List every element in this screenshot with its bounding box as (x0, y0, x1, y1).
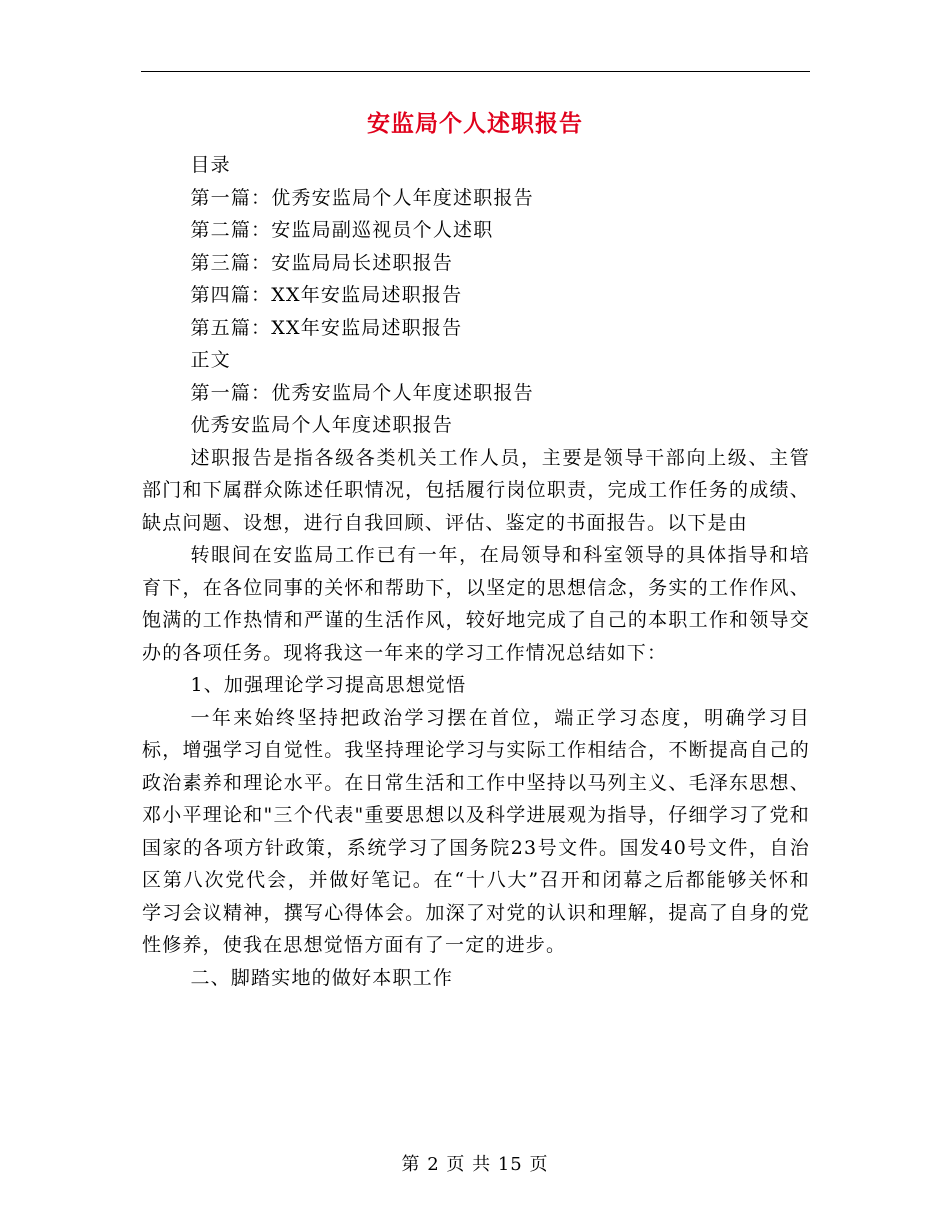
toc-item-4: 第四篇：XX年安监局述职报告 (190, 284, 463, 306)
toc-item-2: 第二篇：安监局副巡视员个人述职 (190, 219, 494, 241)
chapter-heading: 第一篇：优秀安监局个人年度述职报告 (190, 381, 534, 404)
body-paragraph: 一年来始终坚持把政治学习摆在首位，端正学习态度，明确学习目标，增强学习自觉性。我坚持理论学习与实际工作相结合，不断提高自己的政治素养和理论水平。在日常生活和工作中坚持以马列主义、毛泽东思想、邓小平理论和"三个代表"重要思想以及科学进展观为指导，仔细学习了党和国家的各项方针政策，系统学习了国务院23号文件。国发40号文件，自治区第八次党代会，并做好笔记。在“十八大”召开和闭幕之后都能够关怀和学习会议精神，撰写心得体会。加深了对党的认识和理解，提高了自身的党性修养，使我在思想觉悟方面有了一定的进步。 (142, 706, 810, 956)
toc-item-1: 第一篇：优秀安监局个人年度述职报告 (190, 186, 534, 209)
document-title: 安监局个人述职报告 (367, 110, 583, 137)
body-heading: 正文 (190, 349, 231, 371)
header-rule (141, 71, 810, 72)
toc-item-5: 第五篇：XX年安监局述职报告 (190, 316, 463, 339)
toc-heading: 目录 (190, 154, 231, 176)
toc-item-3: 第三篇：安监局局长述职报告 (190, 251, 454, 274)
body-paragraph: 转眼间在安监局工作已有一年，在局领导和科室领导的具体指导和培育下，在各位同事的关怀和帮助下，以坚定的思想信念，务实的工作作风、饱满的工作热情和严谨的生活作风，较好地完成了自己的本职工作和领导交办的各项任务。现将我这一年来的学习工作情况总结如下： (142, 544, 810, 664)
report-title: 优秀安监局个人年度述职报告 (190, 414, 454, 436)
body-paragraph: 述职报告是指各级各类机关工作人员，主要是领导干部向上级、主管部门和下属群众陈述任职情况，包括履行岗位职责，完成工作任务的成绩、缺点问题、设想，进行自我回顾、评估、鉴定的书面报告。以下是由 (142, 446, 810, 534)
section-heading: 二、脚踏实地的做好本职工作 (190, 966, 454, 989)
section-heading: 1、加强理论学习提高思想觉悟 (190, 674, 467, 696)
document-body (142, 149, 810, 994)
page-number: 第 2 页 共 15 页 (401, 1154, 549, 1175)
